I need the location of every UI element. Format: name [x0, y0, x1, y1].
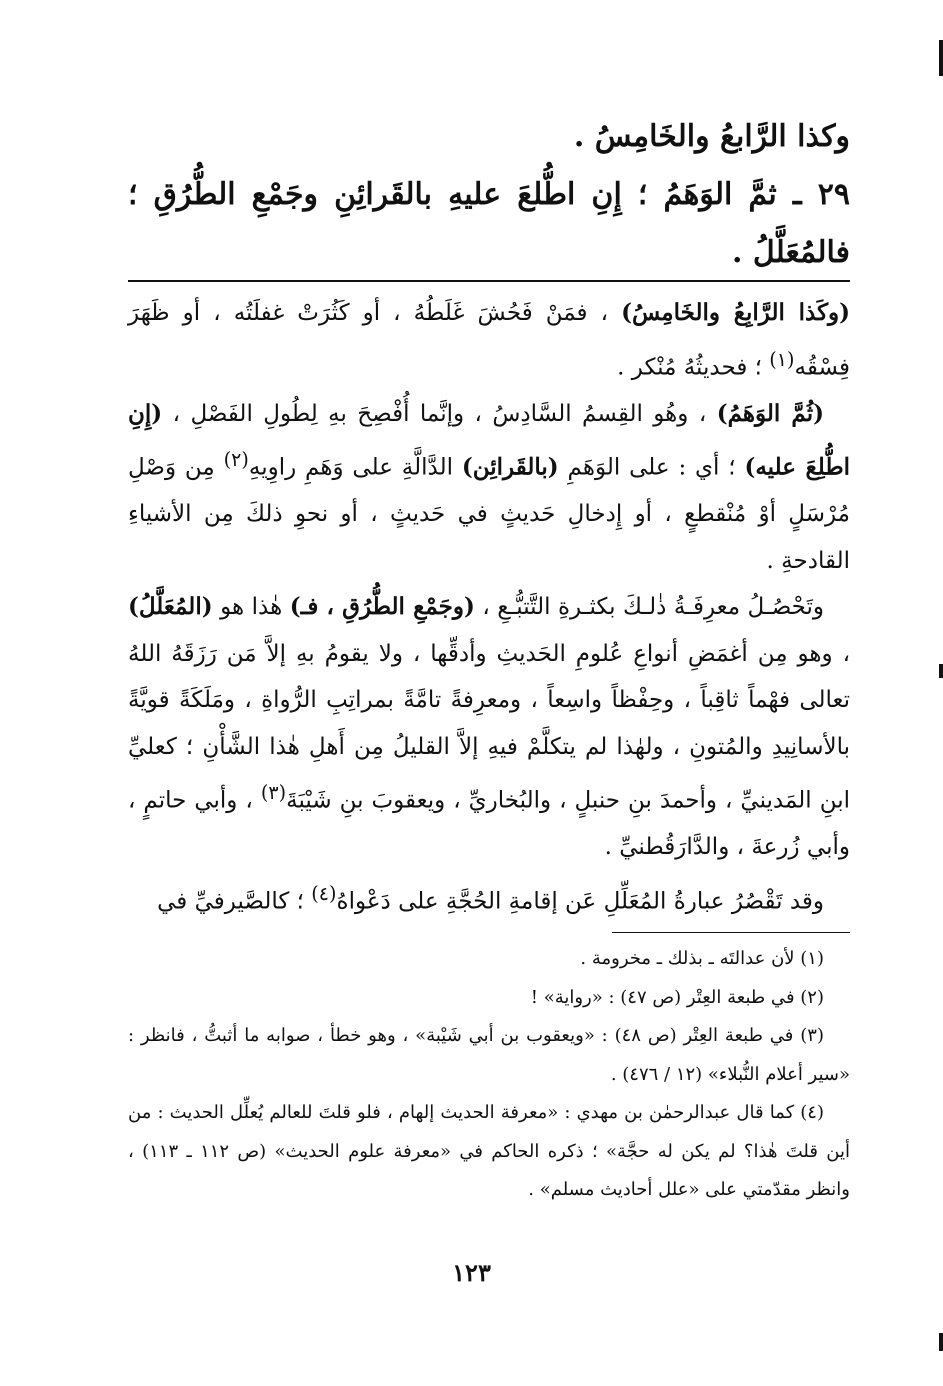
matn-divider: [128, 280, 850, 282]
sharh-paragraph-3: [128, 584, 850, 871]
bold-quote: (المُعَلَّلُ): [128, 593, 213, 621]
bold-quote: (ثُمَّ الوَهَمُ): [716, 399, 824, 427]
footnote-ref: (٤): [311, 881, 337, 905]
bold-quote: (بالقَرائِن): [461, 453, 559, 481]
sharh-text-run: ، وهُو القِسمُ السَّادِسُ ، وإنَّما أُفْصِحَ بهِ لِطُولِ الفَصْلِ ،: [172, 400, 707, 427]
sharh-text-run: وقد تَقْصُرُ عبارةُ المُعَلِّلِ عَن إقامةِ الحُجَّةِ على دَعْواهُ: [336, 888, 824, 915]
matn-text: [128, 108, 850, 282]
sharh-text-run: وتَحْصُـلُ معرِفَـةُ ذٰلـكَ بكثـرةِ التَّتبُّـعِ ،: [482, 594, 825, 621]
footnote-2: (٢) في طبعة العِتْر (ص ٤٧) : «رواية» !: [530, 986, 824, 1008]
footnote-divider: [612, 932, 850, 933]
matn-line-2: ٢٩ ـ ثمَّ الوَهَمُ ؛ إِنِ اطُّلعَ عليهِ بالقَرائِنِ وجَمْعِ الطُّرُقِ ؛ فالمُعَلَّلُ .: [128, 177, 850, 270]
sharh-paragraph-4: [128, 871, 850, 925]
sharh-text-run: ؛ أي : على الوَهَمِ: [567, 454, 736, 481]
sharh-text-run: ، فمَنْ فَحُشَ غَلَطُهُ ، أو كَثُرَتْ غفلَتُه ، أو ظَهَرَ فِسْقُه: [128, 300, 850, 381]
bold-quote: (وجَمْعِ الطُّرُقِ ، فـ): [289, 593, 475, 621]
sharh-text: [128, 290, 850, 925]
page-number: ١٢٣: [452, 1258, 491, 1287]
bold-quote: (إِنِ اطُّلِعَ عليه): [128, 399, 851, 481]
footnote-4: (٤) كما قال عبدالرحمٰن بن مهدي : «معرفة الحديث إلهام ، فلو قلتَ للعالم يُعلِّل الحديث : من أين قلتَ هٰذا؟ لم يكن له حجَّة» ؛ ذكره الحاكم في «معرفة علوم الحديث» (ص ١١٢ ـ ١١٣) ، وانظر مقدّمتي على «علل أحاديث مسلم» .: [128, 1102, 851, 1200]
sharh-paragraph-2: [128, 391, 850, 585]
margin-mark: [939, 40, 943, 76]
bold-quote: (وكَذا الرَّابِعُ والخَامِسُ): [621, 299, 851, 326]
sharh-text-run: هٰذا هو: [220, 594, 283, 621]
footnote-ref: (١): [769, 347, 795, 371]
footnote-ref: (٣): [260, 781, 287, 805]
footnotes: [128, 940, 850, 1210]
sharh-paragraph-1: [128, 290, 850, 391]
sharh-text-run: ؛ فحديثُهُ مُنْكر .: [617, 354, 762, 381]
matn-line-1: وكذا الرَّابعُ والخَامِسُ .: [573, 119, 850, 154]
margin-mark: [939, 1333, 943, 1351]
margin-mark: [939, 664, 943, 678]
sharh-text-run: ، وأبي حاتمٍ ، وأبي زُرعةَ ، والدَّارَقُطنيِّ .: [128, 787, 850, 861]
footnote-ref: (٢): [223, 448, 249, 472]
footnote-3: (٣) في طبعة العِتْر (ص ٤٨) : «ويعقوب بن أبي شَيْبة» ، وهو خطأ ، صوابه ما أثبتُّ ، فانظر : «سير أعلام النُّبلاء» (١٢ / ٤٧٦) .: [128, 1025, 850, 1085]
sharh-text-run: ؛ كالصَّيرفيِّ في: [157, 888, 304, 915]
sharh-text-run: مِن وَصْلِ مُرْسَلٍ أوْ مُنْقطعٍ ، أو إِدخالِ حَديثٍ في حَديثٍ ، أو نحوِ ذلكَ مِن الأشياءِ القادحةِ .: [128, 454, 850, 574]
footnote-1: (١) لأن عدالتَه ـ بذلك ـ مخرومة .: [580, 948, 824, 969]
sharh-text-run: ، وهو مِن أغمَضِ أنواعِ عُلومِ الحَديثِ وأدقِّها ، ولا يقومُ بهِ إلاَّ مَن رَزَقَهُ اللهُ تعالى فهْماً ثاقِباً ، وحِفْظاً واسِعاً ، ومعرِفةً تامَّةً بمراتِبِ الرُّواةِ ، ومَلَكَةً قويَّةً بالأسانِيدِ والمُتونِ ، ولهٰذا لم يتكلَّمْ فيهِ إلاَّ القليلُ مِن أَهلِ هٰذا الشَّأْنِ ؛ كعليِّ ابنِ المَدينيِّ ، وأحمدَ بنِ حنبلٍ ، والبُخاريِّ ، ويعقوبَ بنِ شَيْبَةَ: [128, 640, 850, 814]
sharh-text-run: الدَّالَّةِ على وَهَمِ راوِيهِ: [248, 454, 453, 481]
